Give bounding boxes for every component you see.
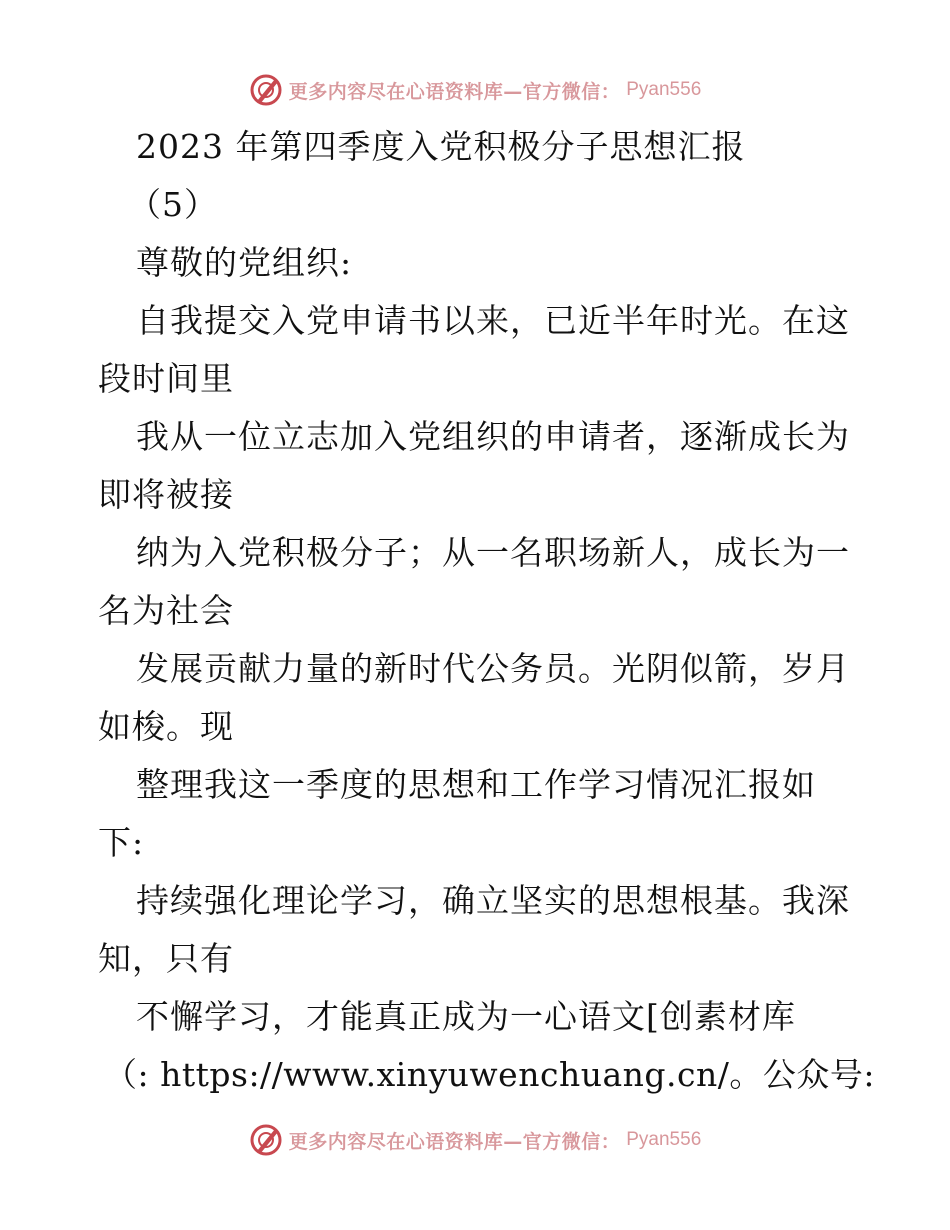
paragraph-line: 即将被接 [98,475,234,514]
paragraph-line: （: https://www.xinyuwenchuang.cn/。公众号: [104,1055,875,1094]
document-title: 2023 年第四季度入党积极分子思想汇报 [136,127,746,166]
paragraph-line: 名为社会 [98,591,234,630]
watermark-header [0,70,950,110]
watermark-footer [0,1120,950,1160]
paragraph-line: 纳为入党积极分子；从一名职场新人，成长为一 [136,533,850,572]
paragraph-line: 整理我这一季度的思想和工作学习情况汇报如 [136,765,816,804]
paragraph-line: 知，只有 [98,939,234,978]
watermark-text: 更多内容尽在心语资料库—官方微信： [288,1130,621,1153]
document-body [98,118,875,1104]
paragraph-line: 自我提交入党申请书以来，已近半年时光。在这 [136,301,850,340]
watermark-account: Pyan556 [626,79,702,100]
paragraph-line: 持续强化理论学习，确立坚实的思想根基。我深 [136,881,850,920]
paragraph-line: 我从一位立志加入党组织的申请者，逐渐成长为 [136,417,850,456]
paragraph-line: 段时间里 [98,359,234,398]
document-subtitle: （5） [128,185,218,224]
brush-logo-icon [249,73,283,107]
watermark-text: 更多内容尽在心语资料库—官方微信： [288,80,621,103]
salutation: 尊敬的党组织: [136,243,353,282]
paragraph-line: 不懈学习，才能真正成为一心语文[创素材库 [136,997,796,1036]
paragraph-line: 发展贡献力量的新时代公务员。光阴似箭，岁月 [136,649,850,688]
paragraph-line: 下: [98,823,145,862]
watermark-account: Pyan556 [626,1129,702,1150]
brush-logo-icon [249,1123,283,1157]
paragraph-line: 如梭。现 [98,707,234,746]
